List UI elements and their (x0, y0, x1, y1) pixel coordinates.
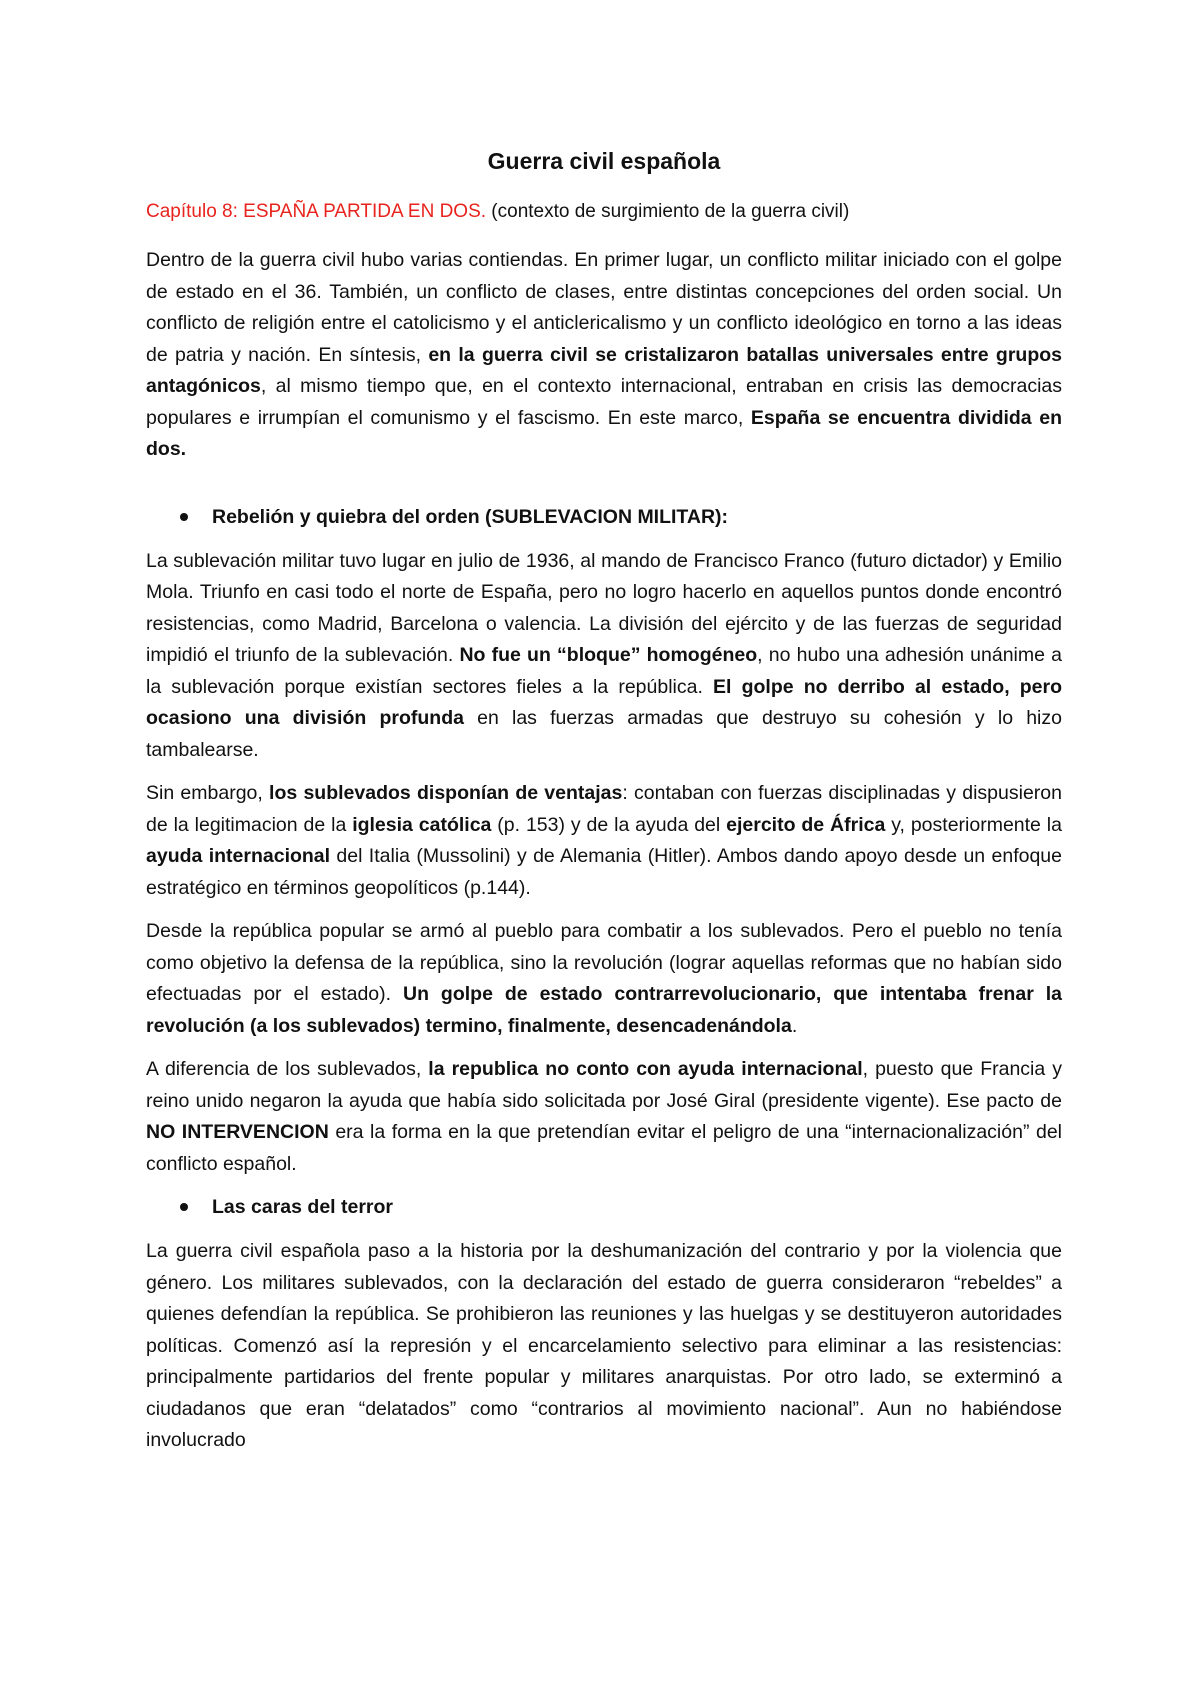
text-run: , puesto que Francia y reino unido negaron la ayuda que había sido solicitada por José Giral (presidente vigente). Ese pacto de (146, 1058, 1062, 1112)
text-run: Sin embargo, (146, 782, 270, 804)
text-run: era la forma en la que pretendían evitar el peligro de una “internacionalización” del conflicto español. (146, 1121, 1062, 1175)
bold-run: la republica no conto con ayuda internacional (428, 1058, 863, 1080)
text-run: , al mismo tiempo que, en el contexto internacional, entraban en crisis las democracias populares e irrumpían el comunismo y el fascismo. En este marco, (146, 375, 1062, 429)
section-heading-text: Rebelión y quiebra del orden (SUBLEVACION MILITAR): (212, 505, 729, 528)
text-run: A diferencia de los sublevados, (146, 1058, 429, 1080)
section-heading-terror (180, 1192, 1062, 1222)
bold-run: ejercito de África (726, 813, 886, 836)
text-run: y, posteriormente la (885, 813, 1062, 836)
bold-run: El golpe no derribo al estado, pero ocasiono una división profunda (146, 675, 1062, 729)
bold-run: España se encuentra dividida en dos. (146, 406, 1063, 460)
intro-paragraph (146, 245, 1062, 466)
bold-run: Un golpe de estado contrarrevolucionario, que intentaba frenar la revolución (a los sublevados) termino, finalmente, desencadenándola (146, 983, 1062, 1037)
chapter-heading (146, 197, 1062, 227)
paragraph-no-intervencion (146, 1054, 1062, 1180)
chapter-label: Capítulo 8: ESPAÑA PARTIDA EN DOS. (146, 201, 487, 222)
text-run: Dentro de la guerra civil hubo varias contiendas. En primer lugar, un conflicto militar iniciado con el golpe de estado en el 36. También, un conflicto de clases, entre distintas concepciones del orden social. Un conflicto de religión entre el catolicismo y el anticlericalismo y un conflicto ideológico en torno a las ideas de patria y nación. En síntesis, (146, 249, 1062, 366)
text-run: (p. 153) y de la ayuda del (491, 813, 727, 836)
text-run: Desde la república popular se armó al pueblo para combatir a los sublevados. Pero el pueblo no tenía como objetivo la defensa de la república, sino la revolución (lograr aquellas reformas que no habían sido efectuadas por el estado). (146, 920, 1062, 1005)
paragraph-ventajas (146, 778, 1062, 904)
section-heading-text: Las caras del terror (212, 1196, 394, 1218)
paragraph-sublevacion (146, 546, 1062, 767)
bold-run: en la guerra civil se cristalizaron batallas universales entre grupos antagónicos (146, 343, 1063, 397)
bold-run: los sublevados disponían de ventajas (269, 782, 623, 804)
text-run: del Italia (Mussolini) y de Alemania (Hitler). Ambos dando apoyo desde un enfoque estratégico en términos geopolíticos (p.144). (146, 845, 1062, 899)
text-run: , no hubo una adhesión unánime a la sublevación porque existían sectores fieles a la república. (146, 644, 1062, 698)
text-run: . (791, 1014, 798, 1037)
section-heading-rebelion (180, 502, 1062, 532)
bullet-icon (180, 513, 188, 521)
text-run: : contaban con fuerzas disciplinadas y dispusieron de la legitimacion de la (146, 782, 1062, 836)
paragraph-revolucion (146, 916, 1062, 1042)
bold-run: iglesia católica (352, 813, 492, 836)
text-run: La sublevación militar tuvo lugar en julio de 1936, al mando de Francisco Franco (futuro dictador) y Emilio Mola. Triunfo en casi todo el norte de España, pero no logro hacerlo en aquellos puntos donde encontró resistencias, como Madrid, Barcelona o valencia. La división del ejército y de las fuerzas de seguridad impidió el triunfo de la sublevación. (146, 549, 1062, 666)
bold-run: ayuda internacional (146, 845, 331, 867)
text-run: en las fuerzas armadas que destruyo su cohesión y lo hizo tambalearse. (146, 707, 1062, 761)
bullet-icon (180, 1203, 188, 1211)
bold-run: No fue un “bloque” homogéneo (459, 644, 758, 666)
paragraph-terror: La guerra civil española paso a la historia por la deshumanización del contrario y por la violencia que género. Los militares sublevados, con la declaración del estado de guerra consideraron “rebeldes” a quienes defendían la república. Se prohibieron las reuniones y las huelgas y se destituyeron autoridades políticas. Comenzó así la represión y el encarcelamiento selectivo para eliminar a las resistencias: principalmente partidarios del frente popular y militares anarquistas. Por otro lado, se exterminó a ciudadanos que eran “delatados” como “contrarios al movimiento nacional”. Aun no habiéndose involucrado (146, 1240, 1062, 1451)
bold-run: NO INTERVENCION (146, 1121, 329, 1143)
chapter-subtitle: (contexto de surgimiento de la guerra civil) (486, 201, 850, 222)
document-title: Guerra civil española (487, 148, 721, 174)
